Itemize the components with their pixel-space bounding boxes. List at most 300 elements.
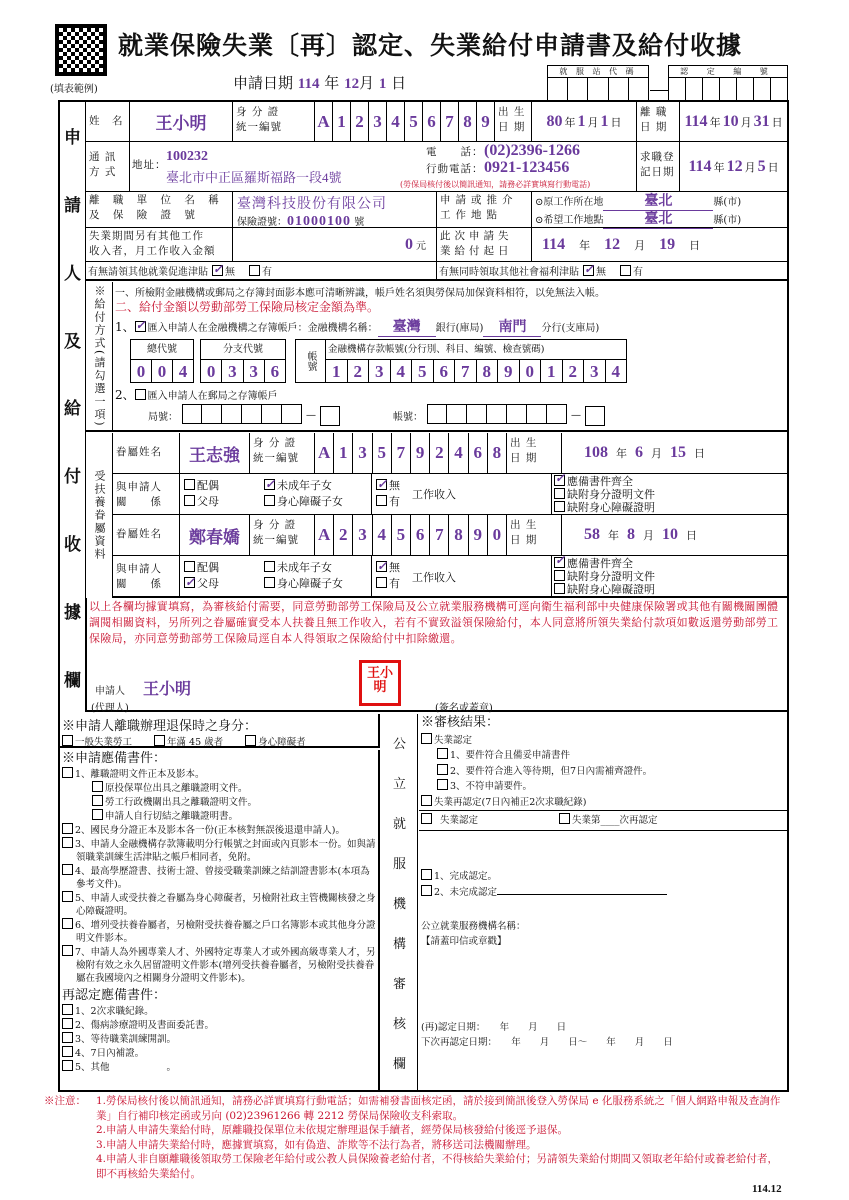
station-code-label: 就 服 站 代 碼 bbox=[548, 66, 648, 78]
digit-box[interactable]: 2 bbox=[562, 360, 584, 383]
status-title: ※申請人離職辦理退保時之身分： bbox=[62, 719, 258, 734]
required-doc-item[interactable] bbox=[62, 837, 376, 864]
birth-month: 1 bbox=[577, 112, 586, 130]
review-c2[interactable] bbox=[419, 764, 787, 780]
review-unemp-cert-label: 失業認定 bbox=[434, 734, 473, 746]
dep-name[interactable]: 鄭春嬌 bbox=[180, 515, 250, 555]
income-none[interactable] bbox=[376, 478, 408, 494]
year-unit: 年 bbox=[713, 160, 725, 174]
digit-box[interactable]: 9 bbox=[497, 360, 519, 383]
hope-workplace-label: ⊙希望工作地點 bbox=[535, 215, 604, 226]
side-char: 請 bbox=[64, 196, 81, 217]
required-doc-item[interactable] bbox=[62, 891, 376, 918]
start-date[interactable] bbox=[532, 228, 787, 261]
leave-year: 114 bbox=[684, 112, 708, 130]
dep-birth-day: 15 bbox=[670, 444, 686, 461]
notes-prefix: ※注意： bbox=[44, 1095, 86, 1107]
agency-side-label bbox=[382, 714, 418, 1090]
jobreg-year: 114 bbox=[688, 157, 712, 175]
digit-box[interactable]: 3 bbox=[243, 360, 264, 383]
side-char: 審 bbox=[392, 976, 406, 992]
side-char: 申 bbox=[64, 128, 81, 149]
recert-doc-text: 3、等待職業訓練開訓。 bbox=[75, 1034, 177, 1045]
docs-missing-id[interactable] bbox=[554, 488, 785, 501]
county-label: 縣(市) bbox=[713, 197, 742, 208]
docs-missing-disability-label: 缺附身心障礙證明 bbox=[567, 501, 655, 514]
digit-box[interactable]: 6 bbox=[410, 515, 429, 555]
status-option-label: 年滿 45 歲者 bbox=[167, 737, 224, 748]
docs-complete[interactable] bbox=[554, 557, 785, 570]
digit-box[interactable]: 4 bbox=[172, 360, 193, 383]
start-month: 12 bbox=[604, 235, 621, 253]
digit-box[interactable]: 3 bbox=[583, 360, 605, 383]
apply-month: 12 bbox=[344, 76, 360, 92]
payment-option-bank[interactable] bbox=[115, 316, 599, 337]
review-c2-label: 2、要件符合進入等待期，但7日內需補齊證件。 bbox=[450, 765, 653, 777]
income-value: 0 bbox=[405, 235, 413, 253]
recert-doc-item[interactable] bbox=[62, 1004, 376, 1018]
rel-minor[interactable] bbox=[264, 560, 369, 576]
signer-name[interactable]: 王小明 bbox=[143, 679, 192, 698]
dep-id[interactable] bbox=[315, 433, 507, 473]
dep-birth[interactable] bbox=[562, 515, 787, 555]
day-unit: 日 bbox=[771, 115, 783, 129]
recert-doc-text: 5、其他 。 bbox=[75, 1062, 177, 1073]
note-item: 4.申請人非自願離職後領取勞工保險老年給付或公教人員保險養老給付者，不得核給失業給付；另請領失業給付期間又領取老年給付或養老給付者，即不再核給失業給付。 bbox=[96, 1153, 779, 1180]
review-c1-label: 1、要件符合且備妥申請書件 bbox=[450, 750, 571, 761]
sign-label: (簽名或蓋章) bbox=[435, 703, 493, 714]
apply-day: 1 bbox=[378, 76, 387, 92]
start-year: 114 bbox=[542, 235, 566, 253]
digit-box[interactable]: 9 bbox=[468, 515, 487, 555]
account-label: 帳號 bbox=[296, 340, 326, 382]
month-unit: 月 bbox=[651, 447, 662, 460]
workplace-label: 申請或推介 工作地點 bbox=[437, 192, 532, 227]
cert-no-label: 認 定 編 號 bbox=[669, 66, 787, 78]
postcode[interactable]: 100232 bbox=[166, 149, 208, 164]
required-doc-text: 3、申請人金融機構存款簿載明分行帳號之封面或內頁影本一份。如與請領職業訓練生活津貼之帳戶相同者，免附。 bbox=[75, 839, 376, 863]
rel-disabled-child[interactable] bbox=[264, 576, 369, 592]
notes bbox=[44, 1094, 784, 1181]
day-unit: 日 bbox=[694, 447, 705, 460]
start-day: 19 bbox=[659, 235, 676, 253]
income-none[interactable] bbox=[376, 560, 408, 576]
dependent-row bbox=[113, 433, 787, 474]
month-unit: 月 bbox=[744, 160, 756, 174]
day-unit: 日 bbox=[767, 160, 779, 174]
rel-spouse[interactable] bbox=[184, 560, 258, 576]
leave-month: 10 bbox=[722, 112, 739, 130]
apply-date-label: 申請日期 bbox=[233, 74, 294, 92]
digit-box[interactable]: 4 bbox=[386, 102, 404, 141]
digit-box[interactable]: 8 bbox=[458, 102, 476, 141]
required-doc-item[interactable] bbox=[62, 864, 376, 891]
recert-doc-item[interactable] bbox=[62, 1032, 376, 1046]
review-recert-label: 失業再認定(7日內補正2次求職紀錄) bbox=[434, 796, 587, 808]
employer-info[interactable] bbox=[233, 192, 437, 227]
seal-stamp: 王小明 bbox=[359, 660, 401, 706]
digit-box[interactable]: 1 bbox=[540, 360, 562, 383]
applicant-name[interactable]: 王小明 bbox=[130, 102, 233, 141]
row-recert-label: 失業第____次再認定 bbox=[572, 814, 658, 826]
birth-year: 80 bbox=[546, 112, 563, 130]
side-char: 核 bbox=[392, 1016, 406, 1032]
recert-doc-item[interactable] bbox=[62, 1060, 376, 1074]
jobreg-label: 求職登 記日期 bbox=[637, 142, 680, 191]
digit-box[interactable]: 1 bbox=[332, 102, 350, 141]
branch-code-label: 分支代號 bbox=[201, 340, 285, 360]
dep-birth-month: 6 bbox=[635, 444, 643, 461]
rel-spouse-label: 配偶 bbox=[197, 479, 219, 492]
digit-box[interactable]: 6 bbox=[433, 360, 455, 383]
required-doc-subtext: 申請人自行切結之離職證明書。 bbox=[105, 811, 239, 822]
note-item: 3.申請人申請失業給付時，應據實填寫，如有偽造、詐欺等不法行為者，將移送司法機關辦理。 bbox=[96, 1138, 537, 1151]
digit-box[interactable]: 3 bbox=[221, 360, 242, 383]
required-doc-item[interactable] bbox=[62, 767, 376, 781]
payment-note-2: 二、給付金額以勞動部勞工保險局核定金額為準。 bbox=[115, 300, 380, 314]
work-income-label: 工作收入 bbox=[412, 556, 552, 597]
post-account-no[interactable]: 帳號： — bbox=[393, 404, 605, 427]
mobile-note: (勞保局核付後以簡訊通知，請務必詳實填寫行動電話) bbox=[400, 180, 591, 189]
side-char: 收 bbox=[64, 534, 81, 555]
review-undone-label: 2、未完成認定 bbox=[434, 886, 498, 898]
rel-spouse-label: 配偶 bbox=[197, 561, 219, 574]
applicant-birth[interactable] bbox=[532, 102, 637, 141]
day-unit: 日 bbox=[689, 238, 701, 252]
digit-box[interactable]: 9 bbox=[410, 433, 429, 473]
other-allowance-has[interactable] bbox=[249, 263, 272, 278]
dep-birth[interactable] bbox=[562, 433, 787, 473]
dep-birth-year: 108 bbox=[584, 444, 608, 461]
declaration-text: 以上各欄均據實填寫，為審核給付需要，同意勞動部勞工保險局及公立就業服務機構可逕向衛生福利部中央健康保險署或其他有關機關團體調閱相關資料，另所列之眷屬確實受本人扶養且無工作收入，若有不實致溢領保險給付，本人同意將所領失業給付款項如數返還勞動部勞工保險局，亦同意勞動部勞工保險局逕自本人得領取之保險給付中扣除繳還。 bbox=[89, 600, 779, 645]
side-char: 機 bbox=[392, 896, 406, 912]
leave-day: 31 bbox=[753, 112, 770, 130]
required-doc-subtext: 原投保單位出具之離職證明文件。 bbox=[105, 783, 248, 794]
required-doc-item[interactable] bbox=[62, 823, 376, 837]
county-label: 縣(市) bbox=[713, 215, 742, 226]
account-desc: 金融機構存款帳號(分行別、科目、編號、檢查號碼) bbox=[326, 340, 626, 360]
required-doc-text: 6、增列受扶養眷屬者，另檢附受扶養眷屬之戶口名簿影本或其他身分證明文件影本。 bbox=[75, 920, 376, 944]
income-label: 失業期間另有其他工作 收入者，月工作收入金額 bbox=[86, 228, 233, 261]
digit-box[interactable]: 0 bbox=[519, 360, 541, 383]
row-allowances bbox=[86, 262, 787, 281]
post-account-label: 帳號： bbox=[393, 412, 423, 423]
bank-name: 臺灣 bbox=[378, 316, 436, 337]
review-done[interactable] bbox=[419, 869, 787, 885]
day-unit: 日 bbox=[610, 115, 622, 129]
workplace-info[interactable] bbox=[532, 192, 787, 227]
recert-doc-text: 4、7日內補證。 bbox=[75, 1048, 145, 1059]
digit-box[interactable]: 1 bbox=[332, 361, 341, 381]
declaration-section bbox=[86, 598, 787, 712]
rel-parent[interactable] bbox=[184, 576, 258, 592]
docs-missing-disability[interactable] bbox=[554, 501, 785, 514]
leave-date[interactable] bbox=[680, 102, 787, 141]
insurance-no: 01000100 bbox=[287, 214, 351, 229]
digit-box[interactable]: 7 bbox=[454, 360, 476, 383]
recert-doc-item[interactable] bbox=[62, 1018, 376, 1032]
recert-docs-title: 再認定應備書件： bbox=[62, 988, 167, 1003]
none-label: 無 bbox=[225, 267, 235, 278]
digit-box[interactable]: 7 bbox=[429, 515, 448, 555]
digit-box[interactable]: 8 bbox=[448, 515, 467, 555]
year-unit: 年 bbox=[616, 447, 627, 460]
orig-workplace-label: ⊙原工作所在地 bbox=[535, 197, 604, 208]
rel-disabled-child-label: 身心障礙子女 bbox=[277, 495, 343, 508]
row-cert[interactable] bbox=[421, 813, 559, 829]
digit-box[interactable]: 0 bbox=[136, 361, 146, 381]
qr-code-icon bbox=[55, 24, 107, 76]
year-unit: 年 bbox=[608, 529, 619, 542]
start-label: 此次申請失 業給付起日 bbox=[437, 228, 532, 261]
digit-box[interactable]: 0 bbox=[151, 360, 172, 383]
review-c3[interactable] bbox=[419, 779, 787, 795]
side-char: 就 bbox=[392, 816, 406, 832]
digit-box[interactable]: 5 bbox=[411, 360, 433, 383]
digit-box[interactable]: 2 bbox=[333, 515, 352, 555]
docs-missing-disability-label: 缺附身心障礙證明 bbox=[567, 583, 655, 596]
digit-box[interactable]: 1 bbox=[333, 433, 352, 473]
note-item: 1.勞保局核付後以簡訊通知，請務必詳實填寫行動電話；如需補發書面核定函，請於接到簡訊後登入勞保局 e 化服務系統之「個人網路申報及查詢作業」自行補印核定函或另向 (02)23961266 轉 2212 勞保局保險收支科索取。 bbox=[96, 1095, 781, 1122]
dep-birth-year: 58 bbox=[584, 526, 600, 543]
digit-box[interactable]: 3 bbox=[352, 515, 371, 555]
digit-box[interactable]: 8 bbox=[476, 360, 498, 383]
dep-birth-day: 10 bbox=[662, 526, 678, 543]
digit-box[interactable]: 0 bbox=[487, 515, 506, 555]
digit-box[interactable]: 3 bbox=[368, 360, 390, 383]
apply-year: 114 bbox=[297, 76, 320, 92]
digit-box[interactable]: 2 bbox=[350, 102, 368, 141]
year-unit: 年 bbox=[709, 115, 721, 129]
other-allowance-none[interactable] bbox=[212, 263, 235, 278]
day-unit: 日 bbox=[391, 74, 407, 92]
dependents-section bbox=[113, 433, 787, 598]
review-title: ※審核結果： bbox=[421, 715, 500, 730]
head-code-box[interactable] bbox=[130, 339, 194, 383]
cert-no-box[interactable] bbox=[668, 65, 788, 101]
status-option-label: 身心障礙者 bbox=[258, 737, 306, 748]
month-unit: 月 bbox=[634, 238, 646, 252]
sample-label: (填表範例) bbox=[50, 84, 98, 95]
review-c3-label: 3、不符申請要件。 bbox=[450, 781, 533, 792]
side-char: 立 bbox=[392, 776, 406, 792]
jobreg-date[interactable] bbox=[680, 142, 787, 191]
digit-box[interactable]: 2 bbox=[429, 433, 448, 473]
docs-complete[interactable] bbox=[554, 475, 785, 488]
docs-complete-label: 應備書件齊全 bbox=[567, 475, 633, 488]
payment-option-post[interactable] bbox=[115, 386, 278, 403]
income-has-label: 有 bbox=[389, 577, 400, 590]
required-doc-subtext: 勞工行政機關出具之離職證明文件。 bbox=[105, 797, 258, 808]
status-section bbox=[60, 714, 380, 748]
none-label: 無 bbox=[596, 267, 606, 278]
work-income-label: 工作收入 bbox=[412, 474, 552, 514]
contact-info bbox=[130, 142, 637, 191]
review-undone[interactable] bbox=[419, 885, 787, 901]
side-char: 給 bbox=[64, 399, 81, 420]
mobile[interactable]: 0921-123456 bbox=[484, 159, 570, 176]
status-option-label: 一般失業勞工 bbox=[75, 737, 133, 748]
digit-box[interactable]: 4 bbox=[448, 433, 467, 473]
form-version: 114.12 bbox=[752, 1183, 782, 1195]
required-docs-section bbox=[60, 750, 380, 1090]
month-unit: 月 bbox=[359, 74, 375, 92]
side-char: 據 bbox=[64, 602, 81, 623]
income-has[interactable] bbox=[376, 576, 408, 592]
digit-box[interactable]: 7 bbox=[391, 433, 410, 473]
hope-workplace: 臺北 bbox=[603, 211, 713, 229]
digit-box[interactable]: 5 bbox=[404, 102, 422, 141]
dependent-relation-row bbox=[113, 474, 787, 515]
post-office-no[interactable]: 局號： — bbox=[148, 404, 340, 427]
branch-suffix: 分行(支庫局) bbox=[541, 323, 600, 334]
other-welfare-has[interactable] bbox=[620, 263, 643, 278]
leave-label: 離 職 日 期 bbox=[637, 102, 680, 141]
digit-box[interactable]: 2 bbox=[347, 360, 369, 383]
digit-box[interactable]: 5 bbox=[372, 433, 391, 473]
mobile-label: 行動電話： bbox=[426, 163, 484, 175]
name-label: 姓 名 bbox=[86, 102, 130, 141]
page-title: 就業保險失業〔再〕認定、失業給付申請書及給付收據 bbox=[118, 31, 743, 60]
row-recert[interactable] bbox=[559, 813, 658, 829]
income-has[interactable] bbox=[376, 494, 408, 510]
bank-suffix: 銀行(庫局) bbox=[435, 323, 484, 334]
digit-box[interactable]: A bbox=[317, 111, 330, 131]
review-done-label: 1、完成認定。 bbox=[434, 871, 498, 882]
side-char: 欄 bbox=[392, 1056, 406, 1072]
digit-box[interactable]: 6 bbox=[264, 360, 285, 383]
digit-box[interactable]: 0 bbox=[206, 361, 216, 381]
income-none-label: 無 bbox=[389, 479, 400, 492]
side-char: 付 bbox=[64, 467, 81, 488]
rel-disabled-child-label: 身心障礙子女 bbox=[277, 577, 343, 590]
phone[interactable]: (02)2396-1266 bbox=[484, 142, 580, 159]
option-number: 1、 bbox=[115, 320, 135, 334]
required-doc-subitem[interactable] bbox=[62, 795, 376, 809]
day-unit: 日 bbox=[686, 529, 697, 542]
digit-box[interactable]: 3 bbox=[368, 102, 386, 141]
phone-label: 電 話： bbox=[426, 146, 484, 158]
digit-box[interactable]: 8 bbox=[487, 433, 506, 473]
status-option[interactable] bbox=[62, 734, 132, 748]
digit-box[interactable]: 3 bbox=[352, 433, 371, 473]
side-labels bbox=[60, 102, 86, 712]
month-unit: 月 bbox=[740, 115, 752, 129]
dep-id-label: 身 分 證 統一編號 bbox=[250, 433, 315, 473]
digit-box[interactable]: 5 bbox=[391, 515, 410, 555]
month-unit: 月 bbox=[587, 115, 599, 129]
dep-name[interactable]: 王志強 bbox=[180, 433, 250, 473]
dep-birth-label: 出 生 日 期 bbox=[507, 433, 562, 473]
jobreg-month: 12 bbox=[726, 157, 743, 175]
income-has-label: 有 bbox=[389, 495, 400, 508]
review-section bbox=[419, 714, 787, 1090]
other-allowance-label: 有無請領其他就業促進津貼 bbox=[88, 267, 208, 278]
option-number: 2、 bbox=[115, 388, 135, 402]
income-none-label: 無 bbox=[389, 561, 400, 574]
docs-complete-label: 應備書件齊全 bbox=[567, 557, 633, 570]
applicant-id[interactable] bbox=[315, 102, 495, 141]
branch-code-box[interactable] bbox=[200, 339, 286, 383]
digit-box[interactable]: 6 bbox=[468, 433, 487, 473]
next-cert-date: 下次再認定日期： 年 月 日～ 年 月 日 bbox=[421, 1036, 673, 1048]
id-label: 身 分 證 統一編號 bbox=[233, 102, 315, 141]
side-char: 及 bbox=[64, 331, 81, 352]
required-doc-text: 2、國民身分證正本及影本各一份(正本核對無誤後退還申請人)。 bbox=[75, 825, 345, 836]
required-docs-title: ※申請應備書件： bbox=[62, 751, 167, 766]
other-welfare-none[interactable] bbox=[583, 263, 606, 278]
side-char: 人 bbox=[64, 263, 81, 284]
required-doc-subitem[interactable] bbox=[62, 781, 376, 795]
agency-name-label: 公立就業服務機構名稱： bbox=[421, 921, 526, 932]
dep-id[interactable] bbox=[315, 515, 507, 555]
digit-box[interactable]: 4 bbox=[605, 360, 627, 383]
required-doc-subitem[interactable] bbox=[62, 809, 376, 823]
review-c1[interactable] bbox=[419, 748, 787, 764]
month-unit: 月 bbox=[643, 529, 654, 542]
dep-birth-label: 出 生 日 期 bbox=[507, 515, 562, 555]
income-amount[interactable] bbox=[233, 228, 437, 261]
dependents-side-label: 受扶養眷屬資料 bbox=[86, 433, 113, 598]
digit-box[interactable]: 9 bbox=[476, 102, 494, 141]
relation-label: 與申請人 關 係 bbox=[113, 556, 180, 597]
dependent-row bbox=[113, 515, 787, 556]
address[interactable]: 臺北市中正區羅斯福路一段4號 bbox=[166, 170, 342, 185]
dep-name-label: 眷屬姓名 bbox=[113, 433, 180, 473]
review-recert[interactable] bbox=[419, 795, 787, 811]
rel-spouse[interactable] bbox=[184, 478, 258, 494]
recert-doc-item[interactable] bbox=[62, 1046, 376, 1060]
payment-side-label: ※給付方式(請勾選一項) bbox=[86, 282, 113, 432]
account-box[interactable] bbox=[295, 339, 627, 383]
insurance-no-label: 保險證號： bbox=[237, 217, 287, 228]
digit-box[interactable]: 7 bbox=[440, 102, 458, 141]
relation-label: 與申請人 關 係 bbox=[113, 474, 180, 514]
digit-box[interactable]: 4 bbox=[390, 360, 412, 383]
rel-minor[interactable] bbox=[264, 478, 369, 494]
required-doc-item[interactable] bbox=[62, 918, 376, 945]
digit-box[interactable]: 4 bbox=[372, 515, 391, 555]
rel-disabled-child[interactable] bbox=[264, 494, 369, 510]
birth-day: 1 bbox=[600, 112, 609, 130]
branch-name: 南門 bbox=[483, 316, 541, 337]
employer-label: 離 職 單 位 名 稱 及 保 險 證 號 bbox=[86, 192, 233, 227]
has-label: 有 bbox=[262, 267, 272, 278]
has-label: 有 bbox=[633, 267, 643, 278]
review-unemp-cert[interactable] bbox=[419, 733, 787, 749]
digit-box[interactable]: A bbox=[317, 443, 331, 462]
post-office-label: 局號： bbox=[148, 412, 178, 423]
docs-missing-id[interactable] bbox=[554, 570, 785, 583]
recert-doc-text: 2、傷病診療證明及書面委託書。 bbox=[75, 1020, 215, 1031]
other-welfare-label: 有無同時領取其他社會福利津貼 bbox=[439, 267, 579, 278]
docs-missing-disability[interactable] bbox=[554, 583, 785, 596]
status-option[interactable] bbox=[154, 734, 223, 748]
station-code-box[interactable] bbox=[547, 65, 649, 101]
row-applicant bbox=[86, 102, 787, 142]
birth-label: 出 生 日 期 bbox=[495, 102, 532, 141]
digit-box[interactable]: 6 bbox=[422, 102, 440, 141]
orig-workplace: 臺北 bbox=[603, 193, 713, 211]
rel-parent[interactable] bbox=[184, 494, 258, 510]
required-doc-item[interactable] bbox=[62, 945, 376, 985]
dash bbox=[650, 90, 668, 91]
dep-name-label: 眷屬姓名 bbox=[113, 515, 180, 555]
digit-box[interactable]: A bbox=[317, 525, 331, 544]
status-option[interactable] bbox=[245, 734, 306, 748]
row-employer bbox=[86, 192, 787, 228]
insurance-no-suffix: 號 bbox=[354, 217, 365, 228]
